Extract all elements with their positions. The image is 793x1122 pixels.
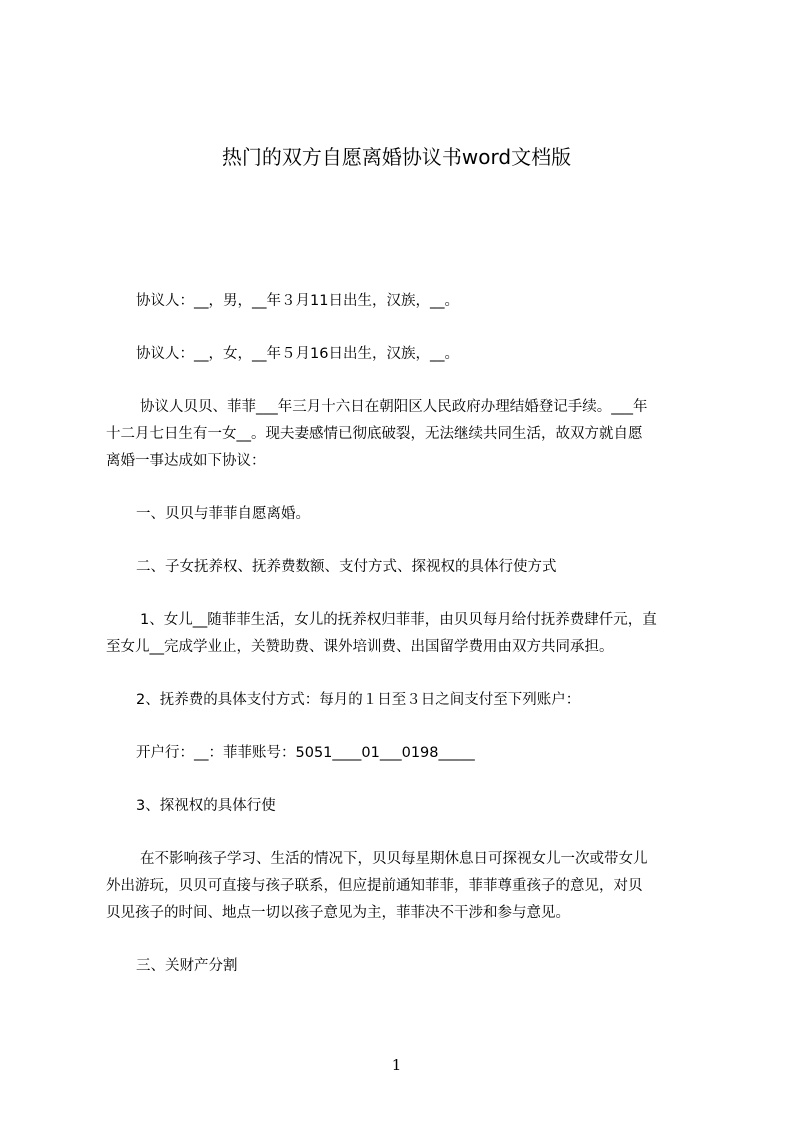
visitation-line-1: 在不影响孩子学习、生活的情况下，贝贝每星期休息日可探视女儿一次或带女儿 xyxy=(140,851,648,867)
item-1-line-2: 至女儿__完成学业止，关赞助费、课外培训费、出国留学费用由双方共同承担。 xyxy=(106,639,614,655)
section-3-heading: 三、关财产分割 xyxy=(136,958,238,974)
account-line: 开户行：__：菲菲账号：5051____01___0198_____ xyxy=(136,745,475,761)
visitation-line-3: 贝见孩子的时间、地点一切以孩子意见为主，菲菲决不干涉和参与意见。 xyxy=(106,905,570,921)
intro-line-3: 离婚一事达成如下协议： xyxy=(106,453,266,469)
section-1-heading: 一、贝贝与菲菲自愿离婚。 xyxy=(136,506,310,522)
item-2-line: 2、抚养费的具体支付方式：每月的１日至３日之间支付至下列账户： xyxy=(136,692,581,708)
intro-line-1: 协议人贝贝、菲菲___年三月十六日在朝阳区人民政府办理结婚登记手续。___年 xyxy=(140,399,648,415)
party-2-line: 协议人：__，女，__年５月16日出生，汉族，__。 xyxy=(136,346,459,362)
party-1-line: 协议人：__，男，__年３月11日出生，汉族，__。 xyxy=(136,293,459,309)
page-number: 1 xyxy=(391,1056,402,1074)
visitation-line-2: 外出游玩，贝贝可直接与孩子联系，但应提前通知菲菲，菲菲尊重孩子的意见，对贝 xyxy=(106,878,643,894)
document-title: 热门的双方自愿离婚协议书word文档版 xyxy=(221,145,572,169)
section-2-heading: 二、子女抚养权、抚养费数额、支付方式、探视权的具体行使方式 xyxy=(136,559,557,575)
item-1-line-1: 1、女儿__随菲菲生活，女儿的抚养权归菲菲，由贝贝每月给付抚养费肆仟元，直 xyxy=(140,612,657,628)
intro-line-2: 十二月七日生有一女__。现夫妻感情已彻底破裂，无法继续共同生活，故双方就自愿 xyxy=(106,426,643,442)
item-3-heading: 3、探视权的具体行使 xyxy=(136,798,276,814)
